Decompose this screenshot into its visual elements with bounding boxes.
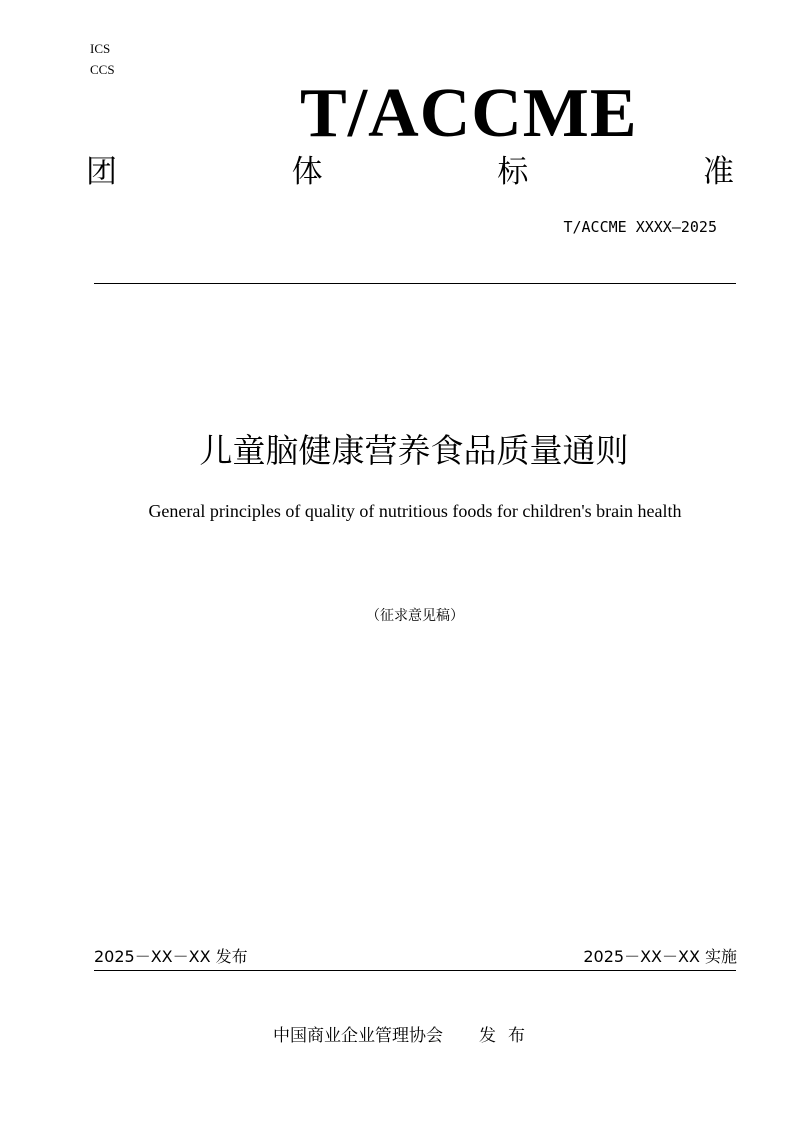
ics-code: ICS bbox=[90, 41, 111, 56]
document-title-chinese: 儿童脑健康营养食品质量通则 bbox=[199, 431, 629, 470]
footer-divider bbox=[94, 970, 736, 971]
publisher-line bbox=[0, 1023, 793, 1049]
ccs-code: CCS bbox=[90, 62, 115, 77]
publisher-name: 中国商业企业管理协会 bbox=[273, 1026, 443, 1046]
standard-type-char: 准 bbox=[702, 154, 734, 190]
standard-number: T/ACCME XXXX—2025 bbox=[563, 218, 717, 236]
publish-verb: 发布 bbox=[479, 1026, 537, 1046]
classification-codes bbox=[90, 38, 115, 80]
standard-type-label bbox=[86, 150, 734, 194]
standard-logo: T/ACCME bbox=[300, 75, 638, 152]
draft-status-note: （征求意见稿） bbox=[366, 608, 464, 624]
header-divider bbox=[94, 283, 736, 284]
document-title-english: General principles of quality of nutritious foods for children's brain health bbox=[148, 501, 682, 521]
implementation-date: 2025－XX－XX 实施 bbox=[583, 947, 737, 966]
standard-type-char: 标 bbox=[497, 154, 529, 190]
standard-type-char: 体 bbox=[291, 154, 323, 190]
publish-date: 2025－XX－XX 发布 bbox=[94, 947, 248, 966]
standard-type-char: 团 bbox=[86, 154, 117, 190]
